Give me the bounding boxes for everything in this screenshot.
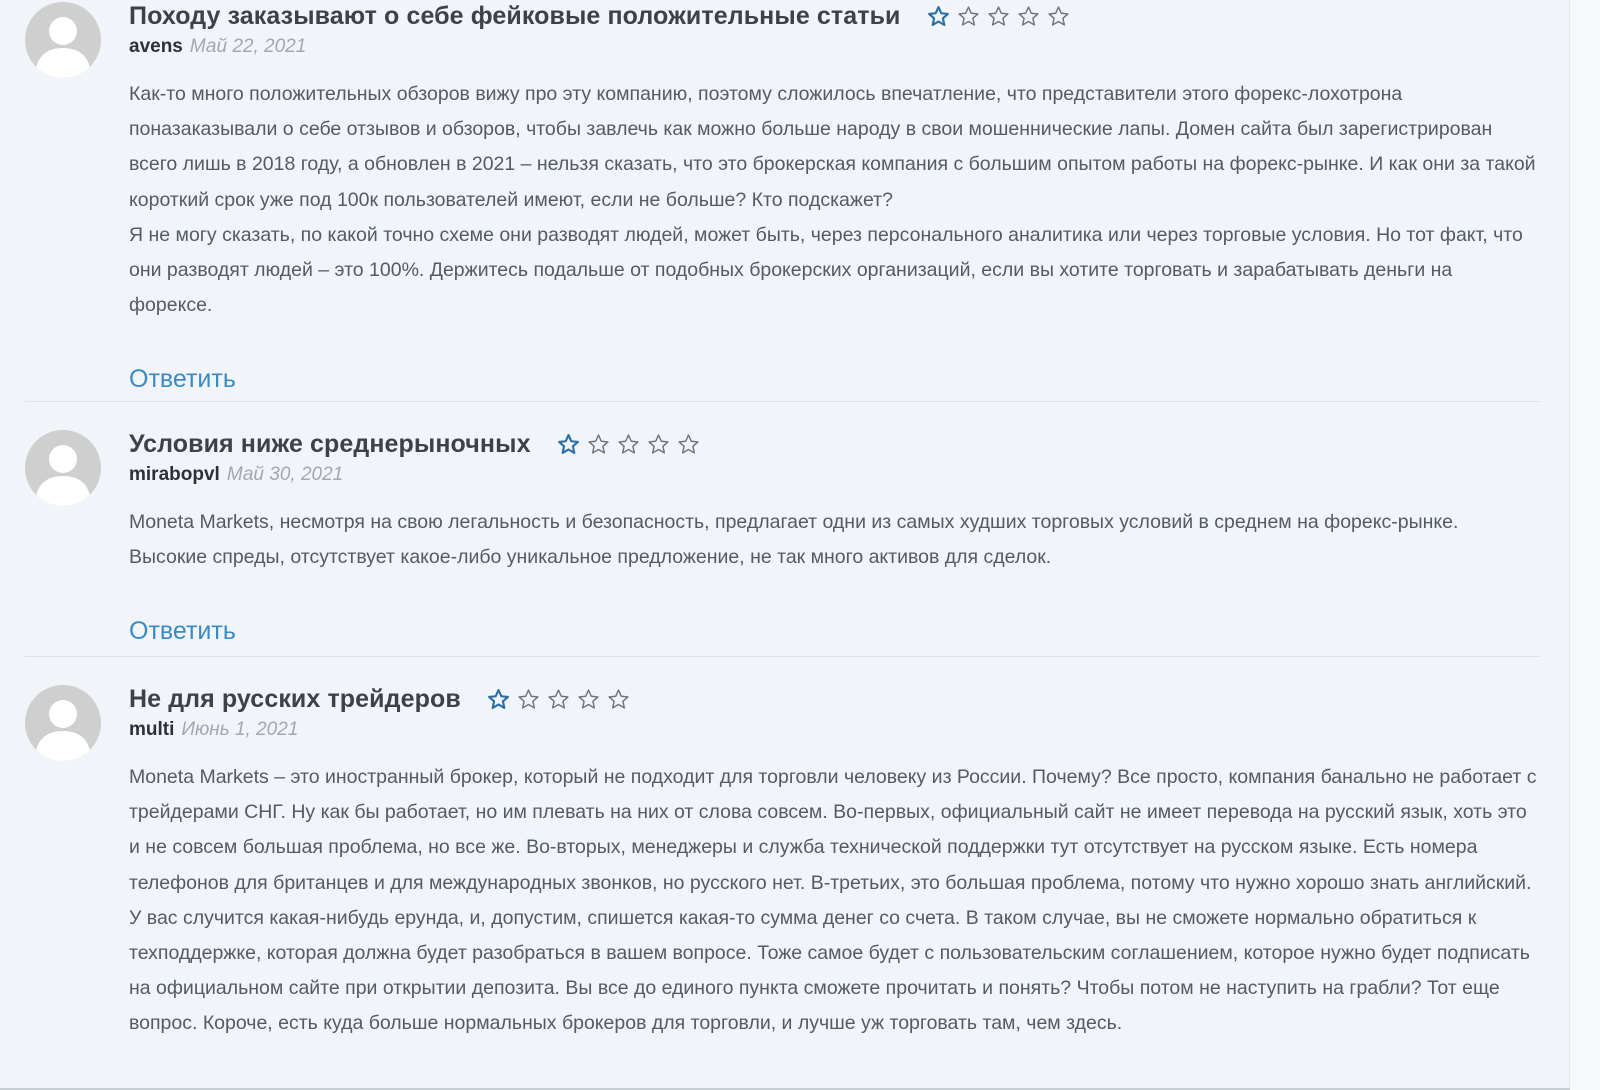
review-author[interactable]: multi — [129, 719, 175, 740]
review-title: Условия ниже среднерыночных — [129, 429, 531, 458]
review-title: Не для русских трейдеров — [129, 684, 461, 713]
star-empty-icon — [577, 688, 600, 711]
review-item — [25, 401, 1540, 656]
review-author[interactable]: avens — [129, 36, 183, 57]
review-item — [25, 0, 1540, 401]
star-empty-icon — [607, 688, 630, 711]
review-paragraph: Moneta Markets – это иностранный брокер, который не подходит для торговли человеку из России. Почему? Все просто, компания банально не работает с трейдерами СНГ. Ну как бы работает, но им плевать на них от слова совсем. Во-первых, официальный сайт не имеет перевода на русский язык, хоть это и не совсем большая проблема, но все же. Во-вторых, менеджеры и служба технической поддержки тут отсутствует на русском языке. Есть номера телефонов для британцев и для международных звонков, но русского нет. В-третьих, это большая проблема, потому что нужно хорошо знать английский. У вас случится какая-нибудь ерунда, и, допустим, спишется какая-то сумма денег со счета. В таком случае, вы не сможете нормально обратиться к техподдержке, которая должна будет разобраться в вашем вопросе. Тоже самое будет с пользовательским соглашением, которое нужно будет подписать на официальном сайте при открытии депозита. Вы все до единого пункта сможете прочитать и понять? Чтобы потом не наступить на грабли? Тот еще вопрос. Короче, есть куда больше нормальных брокеров для торговли, и лучше уж торговать там, чем здесь. — [129, 766, 1537, 1035]
star-empty-icon — [987, 5, 1010, 28]
review-date: Май 22, 2021 — [189, 36, 307, 57]
review-paragraph: Moneta Markets, несмотря на свою легальность и безопасность, предлагает одни из самых худших торговых условий в среднем на форекс-рынке. Высокие спреды, отсутствует какое-либо уникальное предложение, не так много активов для сделок. — [129, 511, 1459, 569]
star-empty-icon — [1047, 5, 1070, 28]
star-empty-icon — [957, 5, 980, 28]
review-title: Походу заказывают о себе фейковые положительные статьи — [129, 1, 901, 30]
star-filled-icon — [927, 5, 950, 28]
review-paragraph: Как-то много положительных обзоров вижу про эту компанию, поэтому сложилось впечатление, что представители этого форекс-лохотрона поназаказывали о себе отзывов и обзоров, чтобы завлечь как можно больше народу в свои мошеннические лапы. Домен сайта был зарегистрирован всего лишь в 2018 году, а обновлен в 2021 – нельзя сказать, что это брокерская компания с большим опытом работы на форекс-рынке. И как они за такой короткий срок уже под 100к пользователей имеют, если не больше? Кто подскажет? — [129, 83, 1536, 211]
user-avatar-icon — [25, 430, 101, 506]
star-empty-icon — [677, 433, 700, 456]
review-paragraph: Я не могу сказать, по какой точно схеме они разводят людей, может быть, через персонального аналитика или через торговые условия. Но тот факт, что они разводят людей – это 100%. Держитесь подальше от подобных брокерских организаций, если вы хотите торговать и зарабатывать деньги на форексе. — [129, 223, 1523, 317]
star-rating — [927, 5, 1070, 28]
star-filled-icon — [487, 688, 510, 711]
star-rating — [487, 688, 630, 711]
reply-link[interactable]: Ответить — [129, 365, 236, 394]
user-avatar-icon — [25, 2, 101, 78]
user-avatar-icon — [25, 685, 101, 761]
star-empty-icon — [517, 688, 540, 711]
reply-link[interactable]: Ответить — [129, 617, 236, 646]
star-empty-icon — [587, 433, 610, 456]
star-empty-icon — [1017, 5, 1040, 28]
review-date: Июнь 1, 2021 — [181, 719, 299, 740]
star-empty-icon — [617, 433, 640, 456]
scrollbar[interactable] — [1569, 0, 1600, 1090]
star-empty-icon — [647, 433, 670, 456]
review-body — [129, 505, 1540, 575]
review-author[interactable]: mirabopvl — [129, 464, 220, 485]
star-empty-icon — [547, 688, 570, 711]
review-body — [129, 760, 1540, 1042]
review-date: Май 30, 2021 — [226, 464, 344, 485]
star-rating — [557, 433, 700, 456]
reviews-list — [25, 0, 1540, 1090]
review-item — [25, 656, 1540, 1090]
review-body — [129, 77, 1540, 323]
star-filled-icon — [557, 433, 580, 456]
